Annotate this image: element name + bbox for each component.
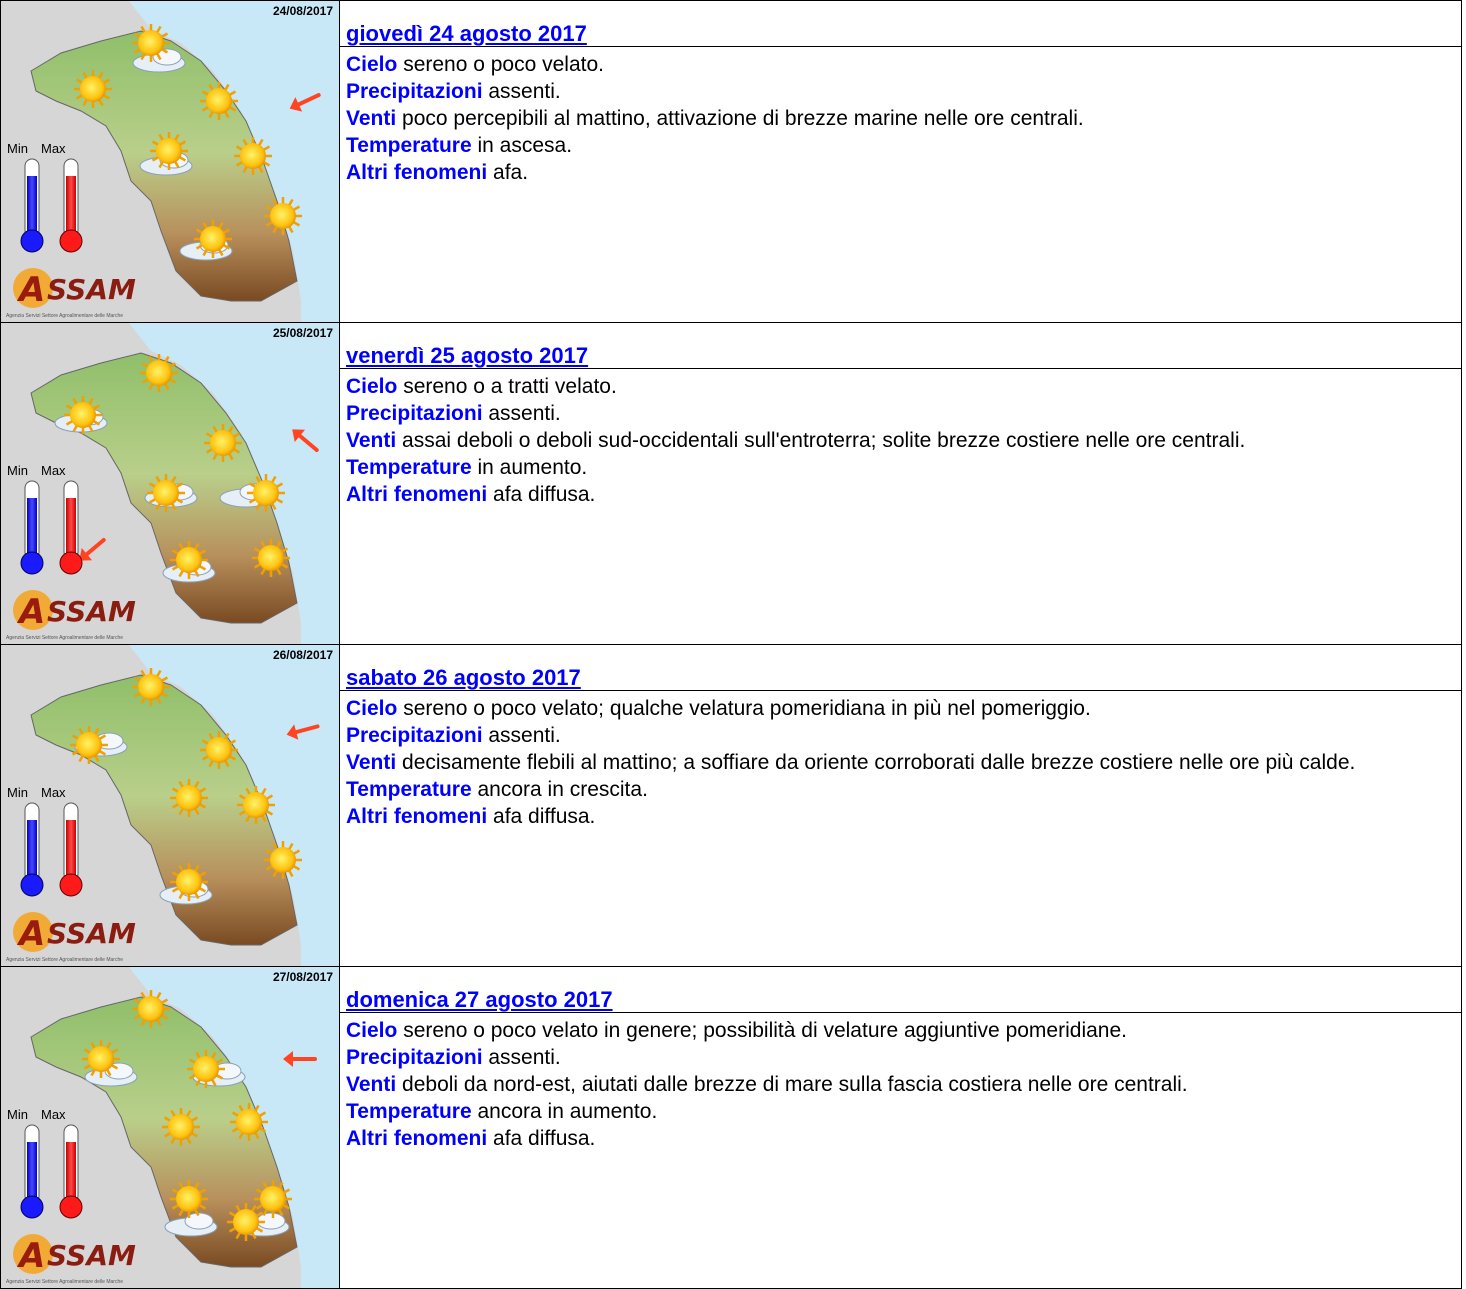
forecast-venti: Venti poco percepibili al mattino, attivazione di brezze marine nelle ore centrali. [346, 107, 1084, 130]
svg-text:SSAM: SSAM [47, 917, 136, 950]
forecast-text-cell [340, 645, 1462, 967]
thermometer-max-label: Max [41, 1107, 66, 1122]
svg-text:Agenzia Servizi Settore Agroal: Agenzia Servizi Settore Agroalimentare delle Marche [6, 313, 124, 319]
forecast-body [340, 47, 1461, 186]
forecast-map [1, 967, 339, 1288]
forecast-row [1, 323, 1462, 645]
forecast-altri-fenomeni: Altri fenomeni afa diffusa. [346, 483, 596, 506]
forecast-map-cell [1, 645, 340, 967]
forecast-altri-fenomeni: Altri fenomeni afa. [346, 161, 529, 184]
forecast-text-cell [340, 1, 1462, 323]
forecast-body [340, 369, 1461, 508]
forecast-precipitazioni: Precipitazioni assenti. [346, 1046, 561, 1069]
forecast-temperature: Temperature ancora in crescita. [346, 778, 648, 801]
forecast-body [340, 691, 1461, 830]
svg-text:A: A [19, 1236, 46, 1276]
forecast-venti: Venti decisamente flebili al mattino; a soffiare da oriente corroborati dalle brezze costiere nelle ore più calde. [346, 751, 1356, 774]
forecast-map [1, 1, 339, 322]
svg-text:Agenzia Servizi Settore Agroal: Agenzia Servizi Settore Agroalimentare delle Marche [6, 1279, 124, 1285]
forecast-map-cell [1, 1, 340, 323]
forecast-row [1, 1, 1462, 323]
svg-text:SSAM: SSAM [47, 273, 136, 306]
forecast-body [340, 1013, 1461, 1152]
forecast-row [1, 967, 1462, 1289]
thermometer-min-label: Min [7, 785, 28, 800]
forecast-temperature: Temperature ancora in aumento. [346, 1100, 658, 1123]
forecast-temperature: Temperature in aumento. [346, 456, 588, 479]
day-title[interactable]: domenica 27 agosto 2017 [340, 967, 1461, 1013]
forecast-map [1, 323, 339, 644]
forecast-row [1, 645, 1462, 967]
forecast-map-cell [1, 323, 340, 645]
thermometer-min-label: Min [7, 1107, 28, 1122]
forecast-text-cell [340, 967, 1462, 1289]
svg-text:A: A [19, 270, 46, 310]
thermometer-max-label: Max [41, 785, 66, 800]
svg-text:SSAM: SSAM [47, 595, 136, 628]
svg-text:SSAM: SSAM [47, 1239, 136, 1272]
forecast-text-cell [340, 323, 1462, 645]
forecast-altri-fenomeni: Altri fenomeni afa diffusa. [346, 805, 596, 828]
forecast-precipitazioni: Precipitazioni assenti. [346, 80, 561, 103]
map-date-label: 24/08/2017 [272, 4, 333, 18]
forecast-altri-fenomeni: Altri fenomeni afa diffusa. [346, 1127, 596, 1150]
forecast-precipitazioni: Precipitazioni assenti. [346, 724, 561, 747]
day-title[interactable]: venerdì 25 agosto 2017 [340, 323, 1461, 369]
map-date-label: 25/08/2017 [272, 326, 333, 340]
map-date-label: 27/08/2017 [272, 970, 333, 984]
thermometer-min-label: Min [7, 463, 28, 478]
forecast-map-cell [1, 967, 340, 1289]
thermometer-max-label: Max [41, 141, 66, 156]
forecast-cielo: Cielo sereno o poco velato in genere; possibilità di velature aggiuntive pomeridiane. [346, 1019, 1127, 1042]
map-date-label: 26/08/2017 [272, 648, 333, 662]
svg-text:Agenzia Servizi Settore Agroal: Agenzia Servizi Settore Agroalimentare delle Marche [6, 957, 124, 963]
svg-text:Agenzia Servizi Settore Agroal: Agenzia Servizi Settore Agroalimentare delle Marche [6, 635, 124, 641]
forecast-temperature: Temperature in ascesa. [346, 134, 573, 157]
forecast-cielo: Cielo sereno o poco velato; qualche velatura pomeridiana in più nel pomeriggio. [346, 697, 1091, 720]
forecast-venti: Venti assai deboli o deboli sud-occidentali sull'entroterra; solite brezze costiere nelle ore centrali. [346, 429, 1246, 452]
thermometer-min-label: Min [7, 141, 28, 156]
day-title[interactable]: sabato 26 agosto 2017 [340, 645, 1461, 691]
svg-text:A: A [19, 914, 46, 954]
forecast-cielo: Cielo sereno o poco velato. [346, 53, 604, 76]
svg-text:A: A [19, 592, 46, 632]
forecast-cielo: Cielo sereno o a tratti velato. [346, 375, 617, 398]
forecast-venti: Venti deboli da nord-est, aiutati dalle brezze di mare sulla fascia costiera nelle ore centrali. [346, 1073, 1188, 1096]
day-title[interactable]: giovedì 24 agosto 2017 [340, 1, 1461, 47]
thermometer-max-label: Max [41, 463, 66, 478]
forecast-precipitazioni: Precipitazioni assenti. [346, 402, 561, 425]
forecast-map [1, 645, 339, 966]
